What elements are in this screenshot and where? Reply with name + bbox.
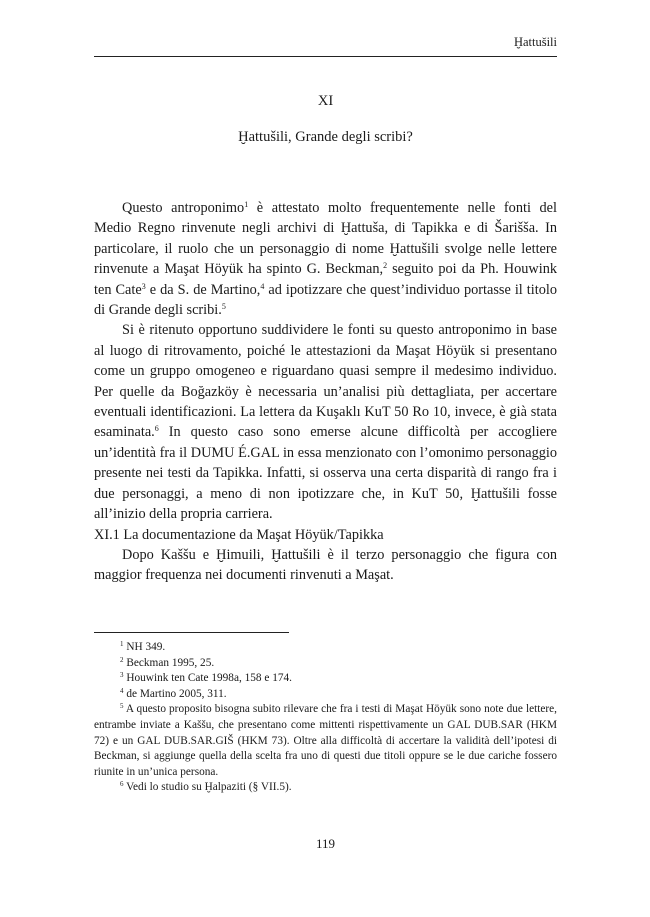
section-heading: XI.1 La documentazione da Maşat Höyük/Tapikka (94, 526, 384, 543)
paragraph-2 (94, 320, 557, 524)
text-run: In questo caso sono emerse alcune difficoltà per accogliere un’identità fra il DUMU É.GAL in essa menzionato con l’omonimo personaggio presente nei testi da Tapikka. Infatti, si osserva una certa disparità di rango fra i due personaggi, a meno di non ipotizzare che, in KuT 50, Ḫattušili fosse all’inizio della propria carriera. (94, 424, 557, 523)
footnote-ref: 1 (244, 200, 249, 209)
footnote-text: A questo proposito bisogna subito rilevare che fra i testi di Maşat Höyük sono note due lettere, entrambe inviate a Kaššu, che presentano come mittenti rispettivamente un GAL DUB.SAR (HKM 72) e un GAL DUB.SAR.GIŠ (HKM 73). Oltre alla difficoltà di accertare la validità dell’ipotesi di Beckman, si aggiunge quella della scelta fra uno di questi due titoli oppure se le due cariche fossero riunite in un’unica persona. (94, 703, 557, 778)
chapter-number: XI (317, 93, 334, 109)
footnote-text: de Martino 2005, 311. (126, 687, 227, 700)
footnote (94, 702, 557, 780)
footnote-text: NH 349. (126, 641, 166, 653)
running-head: Ḫattušili (513, 35, 557, 49)
footnote (94, 671, 557, 687)
footnote-text: Beckman 1995, 25. (126, 656, 215, 669)
footnote-text: Vedi lo studio su Ḫalpaziti (§ VII.5). (126, 781, 292, 794)
footnotes (94, 640, 557, 796)
footnote-number: 5 (120, 702, 124, 711)
footnote-number: 2 (120, 655, 124, 664)
text-run: è attestato molto frequentemente nelle fonti del Medio Regno rinvenute negli archivi di Ḫattuša, di Tapikka e di Šarišša. In particolare, il ruolo che un personaggio di nome Ḫattušili svolge nelle lettere rinvenute a Maşat Höyük ha spinto G. Beckman, (94, 200, 558, 278)
text-run: e da S. de Martino, (145, 281, 261, 298)
footnote (94, 640, 557, 656)
text-run: seguito poi da Ph. Houwink ten Cate (94, 261, 558, 298)
header-rule (94, 56, 557, 57)
chapter-title: Ḫattušili, Grande degli scribi? (238, 129, 413, 145)
footnote-number: 3 (120, 671, 124, 680)
main-text (94, 198, 557, 586)
footnote-number: 4 (120, 686, 124, 695)
footnote-ref: 5 (221, 302, 226, 312)
footnote (94, 656, 557, 672)
footnote-text: Houwink ten Cate 1998a, 158 e 174. (126, 672, 292, 685)
paragraph-1 (94, 198, 557, 320)
footnote-rule (94, 632, 289, 633)
footnote-number: 6 (120, 780, 124, 789)
footnote-ref: 2 (383, 261, 388, 271)
section-paragraph: Dopo Kaššu e Ḫimuili, Ḫattušili è il terzo personaggio che figura con maggior frequenza nei documenti rinvenuti a Maşat. (94, 546, 557, 584)
page-number: 119 (315, 836, 336, 851)
footnote (94, 687, 557, 703)
footnote (94, 780, 557, 796)
text-run: Si è ritenuto opportuno suddividere le fonti su questo antroponimo in base al luogo di ritrovamento, poiché le attestazioni da Maşat Höyük si presentano come un gruppo omogeneo e riguardano quasi sempre il medesimo individuo. Per quelle da Boğazköy è necessaria un’analisi più dettagliata, per accertare eventuali identificazioni. La lettera da Kuşaklı KuT 50 Ro 10, invece, è già stata esaminata. (94, 322, 557, 441)
footnote-ref: 4 (260, 281, 265, 291)
text-run: ad ipotizzare che quest’individuo portasse il titolo di Grande degli scribi. (94, 281, 557, 319)
text-run: Questo antroponimo (122, 200, 245, 216)
footnote-ref: 6 (154, 424, 159, 434)
footnote-number: 1 (120, 640, 124, 648)
footnote-ref: 3 (141, 281, 146, 291)
